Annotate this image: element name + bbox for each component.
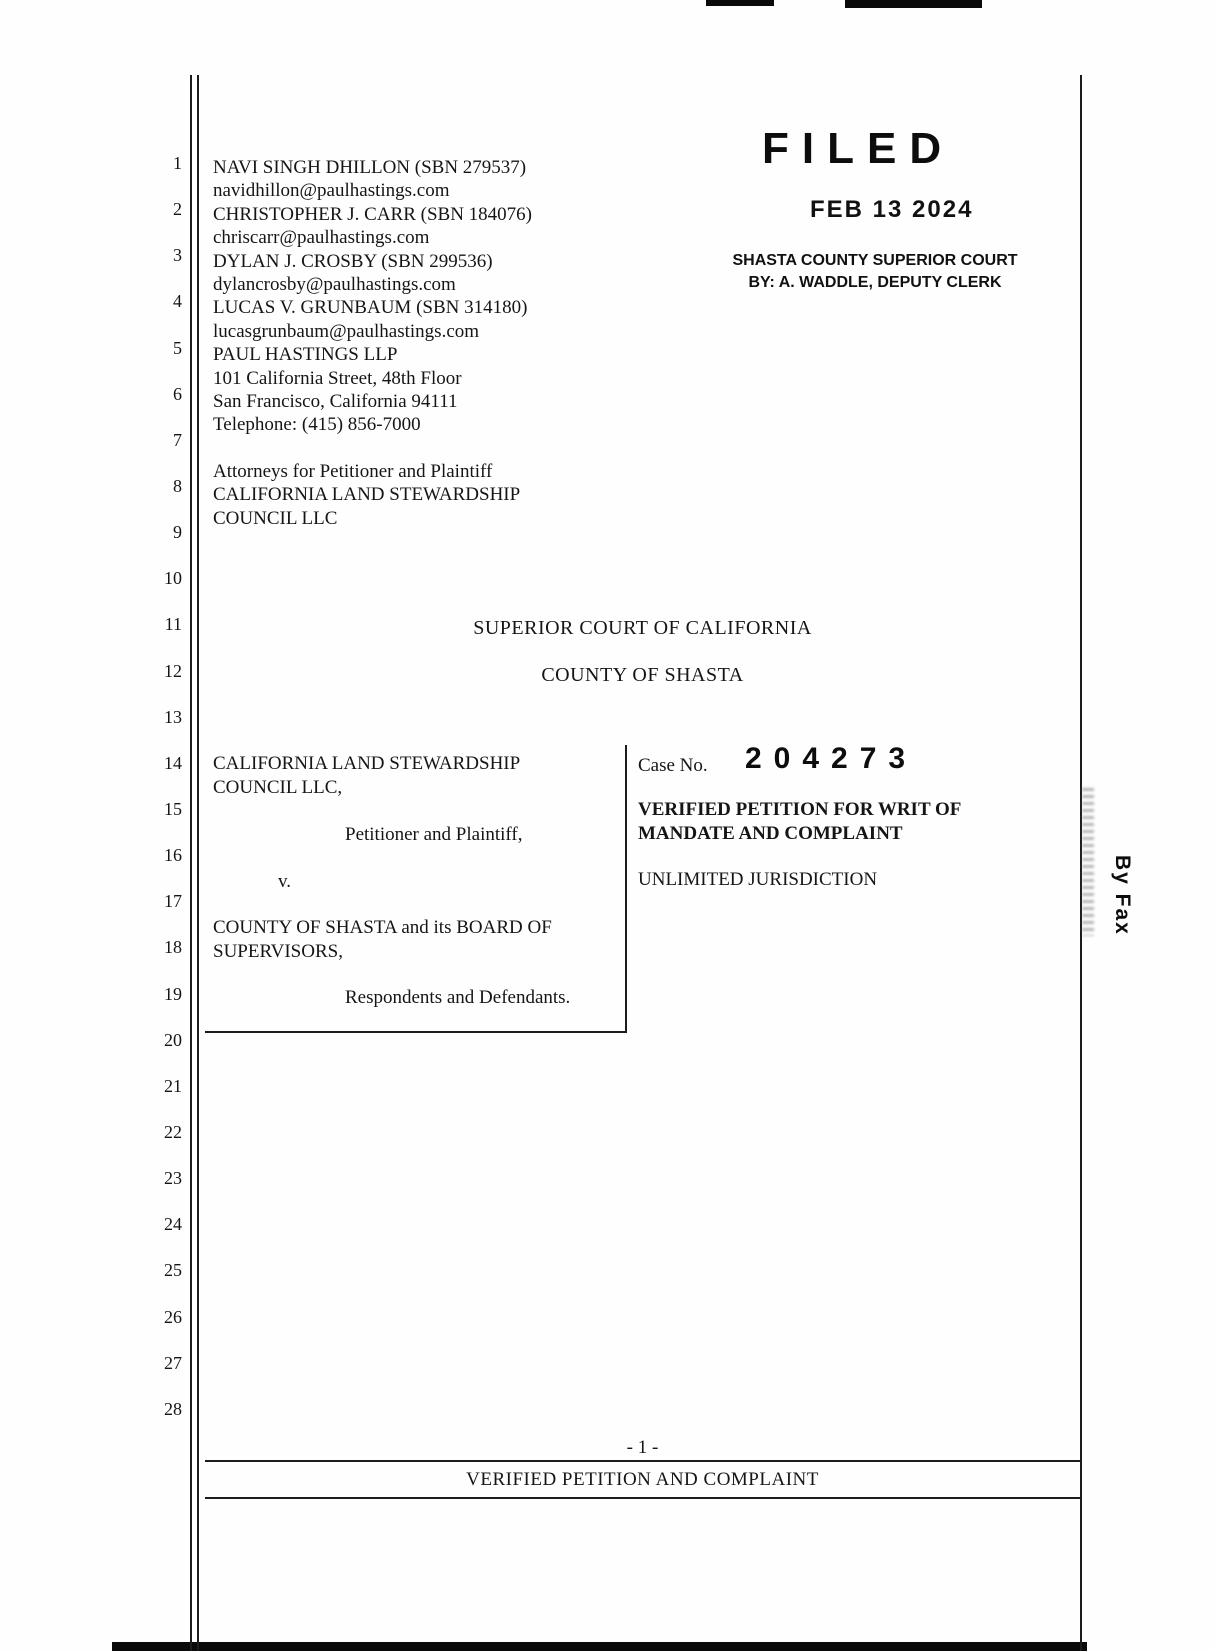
line-number: 17 (164, 891, 182, 912)
document-title-line: VERIFIED PETITION FOR WRIT OF (638, 799, 962, 820)
defendant-name-line: SUPERVISORS, (213, 941, 343, 962)
attorney-line: navidhillon@paulhastings.com (213, 180, 450, 202)
attorney-line: dylancrosby@paulhastings.com (213, 274, 456, 296)
left-margin-rule (197, 75, 199, 1651)
footer-title: VERIFIED PETITION AND COMPLAINT (466, 1469, 819, 1490)
court-name-heading: SUPERIOR COURT OF CALIFORNIA (473, 617, 812, 639)
line-number: 1 (173, 153, 182, 173)
line-number: 9 (173, 522, 182, 543)
attorney-line: CHRISTOPHER J. CARR (SBN 184076) (213, 203, 533, 225)
attorney-line: San Francisco, California 94111 (213, 391, 458, 413)
line-number: 25 (164, 1260, 182, 1281)
left-margin-rule (190, 75, 192, 1651)
line-number: 18 (164, 937, 182, 958)
line-number: 11 (164, 614, 182, 635)
line-number: 3 (173, 245, 182, 266)
court-clerk-stamp (715, 250, 1035, 294)
case-number-stamp: 204273 (745, 742, 918, 775)
county-heading: COUNTY OF SHASTA (541, 664, 744, 686)
line-number: 10 (164, 568, 182, 589)
plaintiff-role: Petitioner and Plaintiff, (345, 824, 523, 845)
line-number: 4 (173, 291, 182, 312)
caption-divider-rule (625, 745, 627, 1033)
attorney-line: PAUL HASTINGS LLP (213, 344, 398, 366)
scan-artifact-top (706, 0, 774, 6)
line-number: 15 (164, 798, 182, 819)
line-number: 20 (164, 1029, 182, 1050)
page-number: - 1 - (626, 1437, 659, 1458)
line-number: 6 (173, 383, 182, 404)
line-number: 16 (164, 845, 182, 866)
attorneys-for-line: Attorneys for Petitioner and Plaintiff (213, 461, 493, 482)
attorney-block (213, 156, 532, 437)
line-number: 26 (164, 1306, 182, 1327)
filed-date-stamp: FEB 13 2024 (810, 196, 974, 223)
plaintiff-name (213, 752, 520, 800)
line-number: 8 (173, 475, 182, 496)
line-number: 7 (173, 429, 182, 450)
defendant-role: Respondents and Defendants. (345, 987, 571, 1008)
scan-artifact-top (845, 0, 982, 8)
defendant-name-line: COUNTY OF SHASTA and its BOARD OF (213, 917, 552, 938)
footer-rule-bottom (205, 1497, 1082, 1499)
plaintiff-name-line: COUNCIL LLC, (213, 777, 343, 798)
deputy-clerk-line: BY: A. WADDLE, DEPUTY CLERK (748, 274, 1002, 291)
attorney-line: DYLAN J. CROSBY (SBN 299536) (213, 250, 493, 272)
line-number: 22 (164, 1121, 182, 1142)
line-number: 24 (164, 1214, 182, 1235)
attorneys-for-line: CALIFORNIA LAND STEWARDSHIP (213, 484, 521, 506)
attorneys-for-block (213, 460, 520, 530)
scan-artifact-bottom (112, 1642, 1087, 1651)
attorney-line: 101 California Street, 48th Floor (213, 367, 462, 389)
document-title-line: MANDATE AND COMPLAINT (638, 823, 903, 844)
jurisdiction-label: UNLIMITED JURISDICTION (638, 869, 878, 890)
attorney-line: LUCAS V. GRUNBAUM (SBN 314180) (213, 297, 528, 319)
filed-stamp: FILED (762, 124, 955, 173)
attorneys-for-line: COUNCIL LLC (213, 507, 338, 529)
line-number: 14 (164, 752, 182, 773)
line-number: 21 (164, 1075, 182, 1096)
by-fax-label: By Fax (1111, 855, 1134, 936)
attorney-line: NAVI SINGH DHILLON (SBN 279537) (213, 157, 527, 178)
line-number: 27 (164, 1352, 182, 1373)
attorney-line: lucasgrunbaum@paulhastings.com (213, 320, 480, 342)
line-number: 23 (164, 1168, 182, 1189)
line-number: 19 (164, 983, 182, 1004)
line-number: 2 (173, 199, 182, 220)
line-number: 12 (164, 660, 182, 681)
court-stamp-line: SHASTA COUNTY SUPERIOR COURT (732, 252, 1018, 269)
attorney-line: Telephone: (415) 856-7000 (213, 414, 421, 436)
defendant-name (213, 916, 552, 964)
plaintiff-name-line: CALIFORNIA LAND STEWARDSHIP (213, 753, 521, 774)
line-number-column (138, 152, 182, 1444)
line-number: 13 (164, 706, 182, 727)
attorney-line: chriscarr@paulhastings.com (213, 227, 430, 249)
case-number-label: Case No. (638, 755, 708, 776)
line-number: 28 (164, 1398, 182, 1419)
line-number: 5 (173, 337, 182, 358)
footer-rule-top (205, 1460, 1082, 1462)
versus-label: v. (278, 871, 292, 892)
caption-bottom-rule (205, 1031, 627, 1033)
document-title (638, 798, 961, 846)
scan-smudge (1082, 788, 1094, 936)
